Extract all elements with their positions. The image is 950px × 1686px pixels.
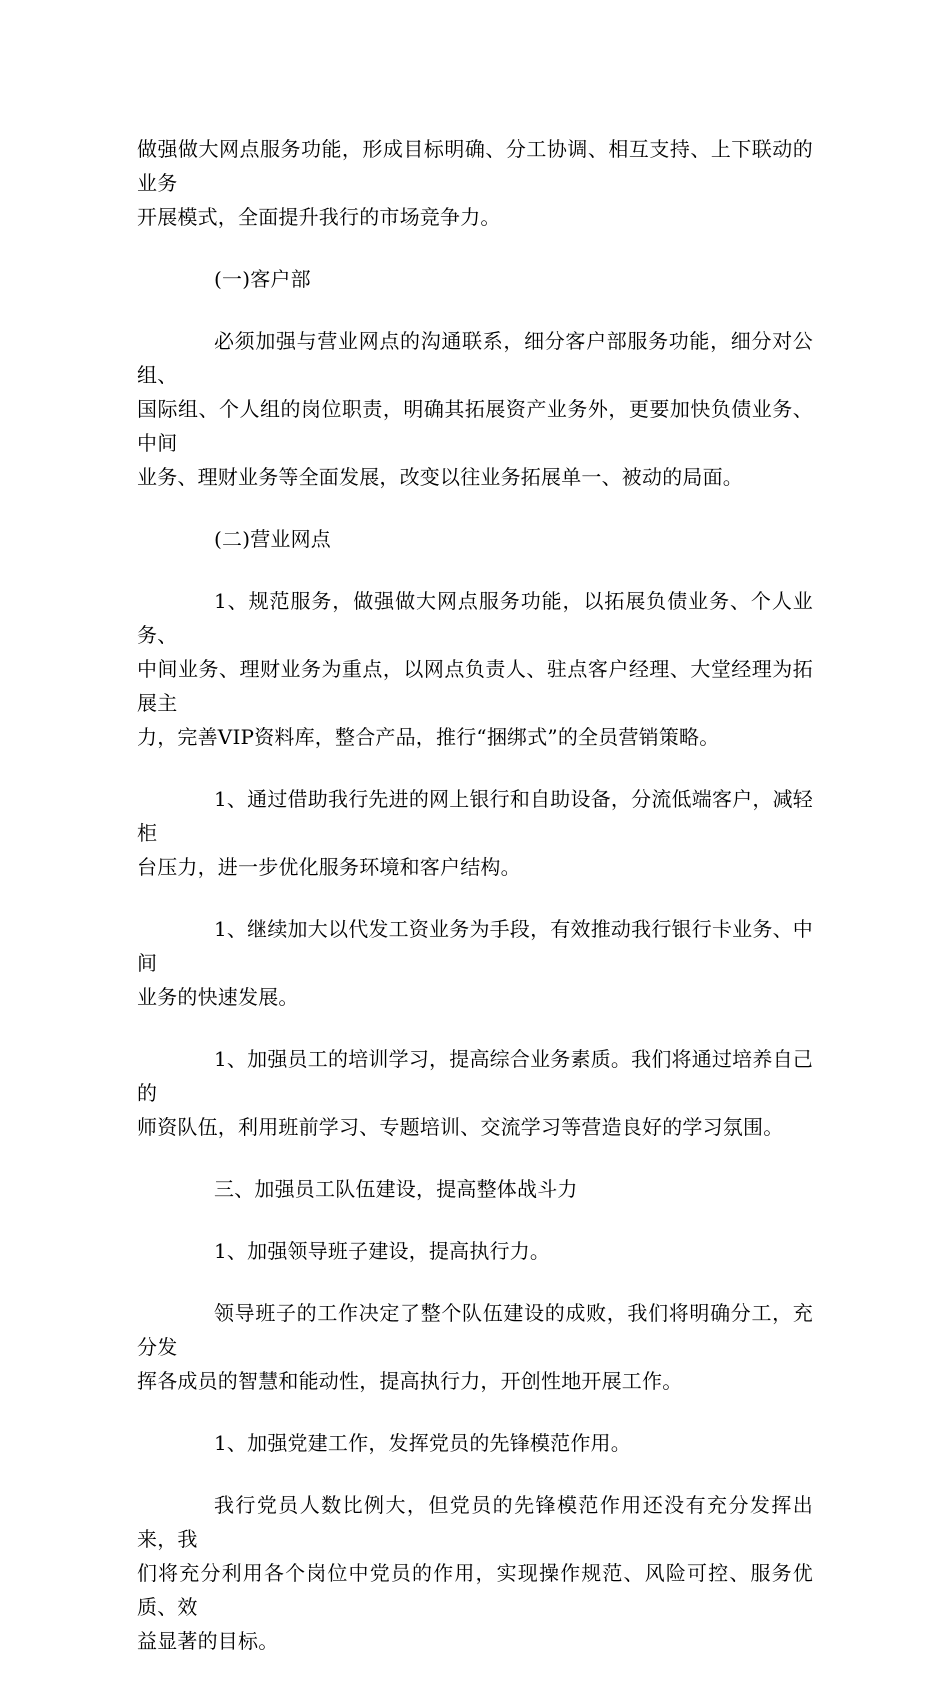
text-line: (一)客户部 — [214, 267, 311, 291]
paragraph — [137, 1042, 813, 1144]
text-line: 1、规范服务，做强做大网点服务功能，以拓展负债业务、个人业务、 — [137, 589, 813, 647]
paragraph — [137, 132, 813, 234]
text-line: 必须加强与营业网点的沟通联系，细分客户部服务功能，细分对公组、 — [137, 329, 813, 387]
text-line: 做强做大网点服务功能，形成目标明确、分工协调、相互支持、上下联动的业务 — [137, 137, 813, 195]
text-line: 1、加强党建工作，发挥党员的先锋模范作用。 — [214, 1431, 631, 1455]
text-line: 1、通过借助我行先进的网上银行和自助设备，分流低端客户，减轻柜 — [137, 787, 813, 845]
text-line: 国际组、个人组的岗位职责，明确其拓展资产业务外，更要加快负债业务、中间 — [137, 397, 813, 455]
paragraph — [137, 584, 813, 754]
section-heading — [137, 1172, 813, 1206]
section-heading — [137, 262, 813, 296]
section-heading — [137, 522, 813, 556]
text-line: 们将充分利用各个岗位中党员的作用，实现操作规范、风险可控、服务优质、效 — [137, 1561, 813, 1619]
paragraph — [137, 782, 813, 884]
text-line: 三、加强员工队伍建设，提高整体战斗力 — [214, 1177, 578, 1201]
text-line: 业务、理财业务等全面发展，改变以往业务拓展单一、被动的局面。 — [137, 465, 743, 489]
paragraph — [137, 912, 813, 1014]
text-line: 力，完善VIP资料库，整合产品，推行“捆绑式”的全员营销策略。 — [137, 725, 720, 749]
text-line: 1、继续加大以代发工资业务为手段，有效推动我行银行卡业务、中间 — [137, 917, 813, 975]
text-line: 台压力，进一步优化服务环境和客户结构。 — [137, 855, 521, 879]
text-line: 我行党员人数比例大，但党员的先锋模范作用还没有充分发挥出来，我 — [137, 1493, 813, 1551]
text-line: 1、加强领导班子建设，提高执行力。 — [214, 1239, 551, 1263]
text-line: 领导班子的工作决定了整个队伍建设的成败，我们将明确分工，充分发 — [137, 1301, 813, 1359]
text-line: (二)营业网点 — [214, 527, 332, 551]
paragraph — [137, 1488, 813, 1658]
document-body — [137, 132, 813, 1686]
paragraph — [137, 1234, 813, 1268]
text-line: 益显著的目标。 — [137, 1629, 279, 1653]
text-line: 挥各成员的智慧和能动性，提高执行力，开创性地开展工作。 — [137, 1369, 683, 1393]
text-line: 开展模式，全面提升我行的市场竞争力。 — [137, 205, 501, 229]
text-line: 业务的快速发展。 — [137, 985, 299, 1009]
paragraph — [137, 1426, 813, 1460]
text-line: 1、加强员工的培训学习，提高综合业务素质。我们将通过培养自己的 — [137, 1047, 813, 1105]
paragraph — [137, 1296, 813, 1398]
paragraph — [137, 324, 813, 494]
text-line: 师资队伍，利用班前学习、专题培训、交流学习等营造良好的学习氛围。 — [137, 1115, 784, 1139]
text-line: 中间业务、理财业务为重点，以网点负责人、驻点客户经理、大堂经理为拓展主 — [137, 657, 813, 715]
